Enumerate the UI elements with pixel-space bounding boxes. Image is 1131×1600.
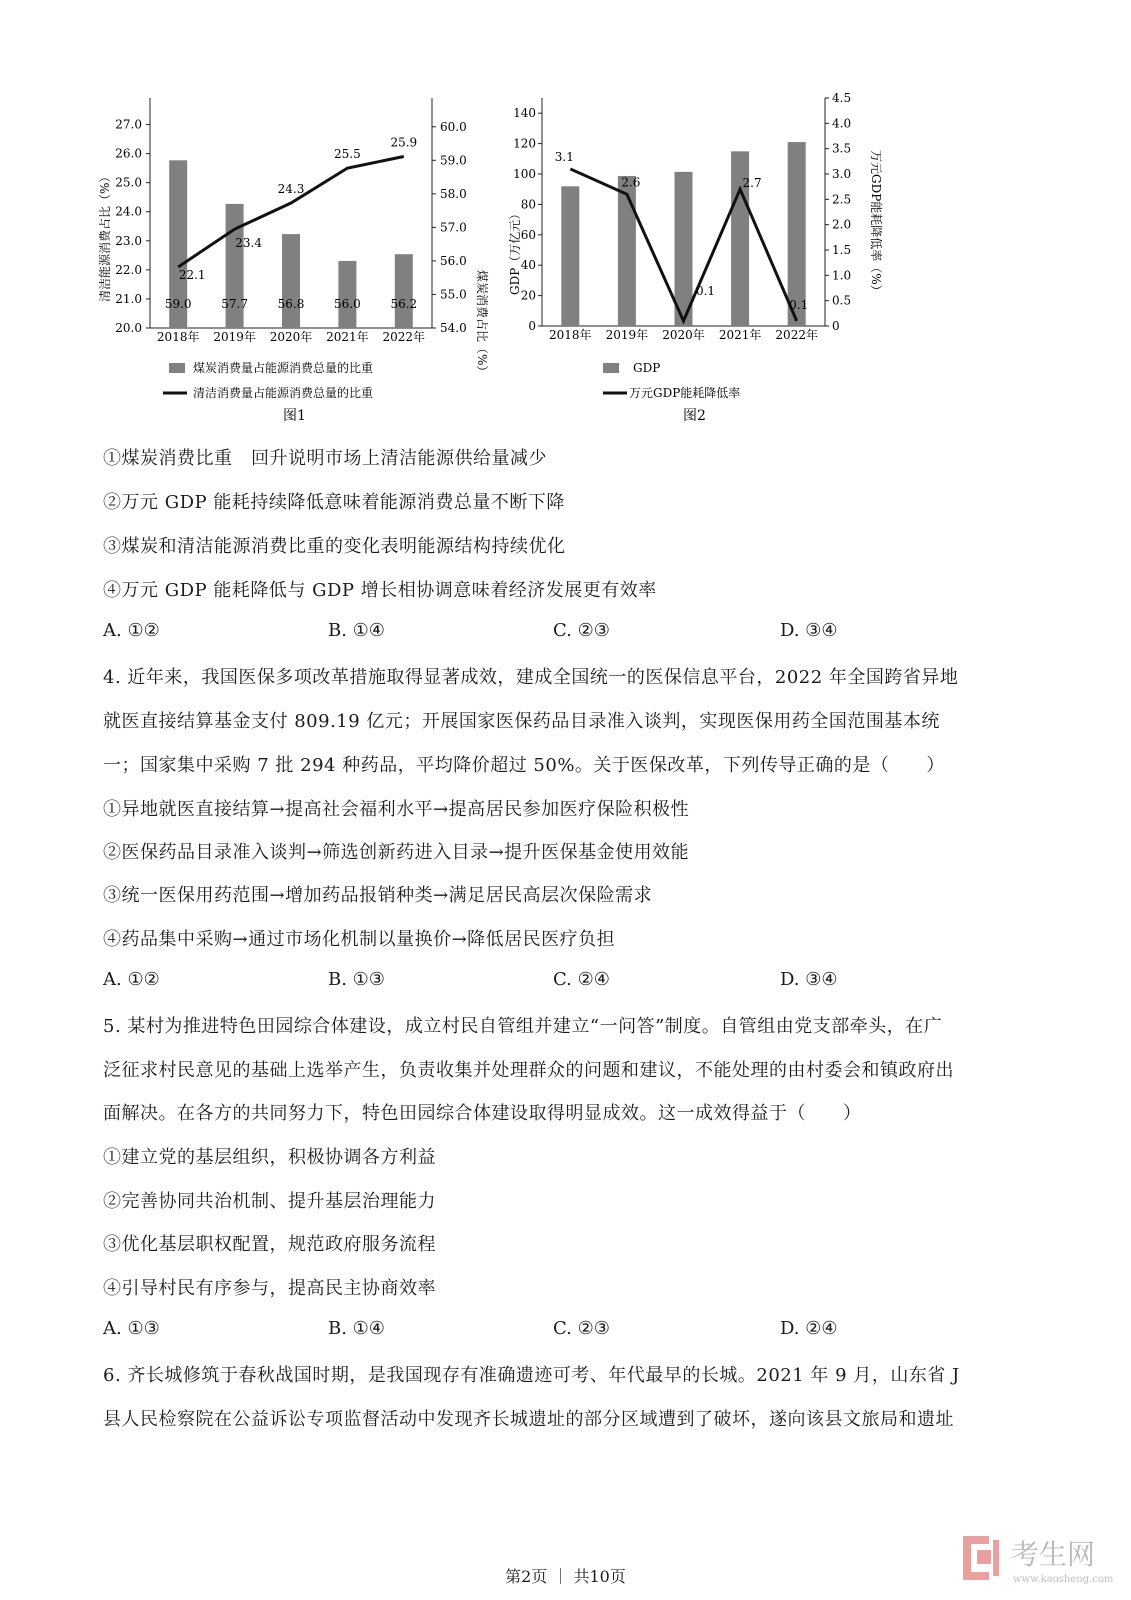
- figure1-legend-line-label: 清洁消费量占能源消费总量的比重: [193, 386, 374, 400]
- figure2-right-tick-label: 3.0: [832, 167, 852, 181]
- figure2-x-tick-label: 2022年: [775, 328, 818, 342]
- figure2-x-tick-label: 2020年: [662, 328, 705, 342]
- q4-stem-line-2: 就医直接结算基金支付 809.19 亿元；开展国家医保药品目录准入谈判，实现医保用药全国范围基本统: [103, 711, 940, 732]
- q4-option-a[interactable]: A. ①②: [103, 969, 160, 990]
- figure1-left-tick-label: 27.0: [115, 117, 142, 132]
- figure1-bar-label: 56.2: [390, 297, 418, 311]
- q3-option-c[interactable]: C. ②③: [553, 620, 610, 641]
- figure1-left-tick-label: 26.0: [115, 146, 142, 161]
- figure2-x-tick-label: 2018年: [549, 328, 592, 342]
- figure2-left-tick-label: 20: [520, 288, 536, 303]
- page-footer: 第2页 ｜ 共10页: [505, 1567, 626, 1586]
- figure1-left-tick-label: 21.0: [115, 291, 142, 306]
- q4-stem-line-1: 4. 近年来，我国医保多项改革措施取得显著成效，建成全国统一的医保信息平台，2022 年全国跨省异地: [103, 667, 959, 688]
- figure1-x-tick-label: 2019年: [213, 330, 256, 344]
- q5-item-4: ④引导村民有序参与，提高民主协商效率: [103, 1278, 436, 1299]
- figure2-caption: 图2: [683, 408, 706, 424]
- figure1-legend-bar-label: 煤炭消费量占能源消费总量的比重: [193, 361, 374, 375]
- figure1-right-tick-label: 59.0: [440, 153, 467, 168]
- figure1-right-tick-label: 55.0: [440, 287, 467, 302]
- figure2-chart: [505, 90, 885, 435]
- figure2-right-tick-label: 3.5: [832, 141, 852, 156]
- figure1-left-tick-label: 22.0: [115, 262, 142, 277]
- figure1-left-tick-label: 20.0: [115, 321, 142, 335]
- watermark-site: www.kaosheng.com: [1013, 1574, 1114, 1585]
- figure2-right-tick-label: 1.0: [832, 268, 852, 283]
- figure1-x-tick-label: 2020年: [269, 330, 313, 344]
- figure1-bar: [395, 254, 413, 328]
- figure1-legend-bar-swatch: [169, 363, 185, 373]
- q5-stem-line-1: 5. 某村为推进特色田园综合体建设，成立村民自管组并建立“一问答”制度。自管组由党支部牵头，在广: [103, 1016, 943, 1037]
- figure1-caption: 图1: [283, 408, 306, 424]
- figure2-legend-bar-label: GDP: [633, 361, 661, 375]
- figure1-left-tick-label: 23.0: [115, 233, 142, 248]
- figure1-line-label: 22.1: [178, 267, 206, 282]
- figure2-x-tick-label: 2021年: [718, 328, 762, 342]
- figure1-x-tick-label: 2018年: [156, 330, 200, 344]
- q6-stem-line-2: 县人民检察院在公益诉讼专项监督活动中发现齐长城遗址的部分区域遭到了破坏，遂向该县文旅局和遗址: [103, 1409, 954, 1430]
- figure1-line-label: 23.4: [235, 236, 262, 251]
- figure1-bar-label: 59.0: [164, 297, 192, 311]
- kaosheng-logo: [955, 1528, 1115, 1588]
- figure1-right-axis-label: 煤炭消费占比（%）: [475, 270, 489, 378]
- figure2-left-tick-label: 40: [520, 258, 536, 273]
- figure1-bar: [282, 234, 300, 328]
- figure1-bar-label: 56.0: [334, 297, 361, 311]
- q5-option-b[interactable]: B. ①④: [328, 1318, 385, 1339]
- figure2-left-tick-label: 80: [520, 197, 536, 212]
- q4-option-c[interactable]: C. ②④: [553, 969, 610, 990]
- figure2-line-label: 2.6: [621, 175, 641, 190]
- figure1-right-tick-label: 58.0: [440, 186, 467, 201]
- q4-stem-line-3: 一；国家集中采购 7 批 294 种药品，平均降价超过 50%。关于医保改革，下列传导正确的是（ ）: [103, 755, 945, 776]
- figure2-bar: [618, 176, 636, 326]
- figure1-right-tick-label: 56.0: [440, 253, 467, 268]
- figure1-left-tick-label: 25.0: [115, 175, 142, 190]
- q5-stem-line-3: 面解决。在各方的共同努力下，特色田园综合体建设取得明显成效。这一成效得益于（ ）: [103, 1103, 862, 1124]
- figure1-left-tick-label: 24.0: [115, 204, 142, 219]
- figure1-right-tick-label: 54.0: [440, 321, 467, 335]
- figure2-left-tick-label: 100: [513, 167, 536, 181]
- q3-option-a[interactable]: A. ①②: [103, 620, 160, 641]
- figure2-left-tick-label: 0: [528, 319, 536, 333]
- figure2-legend-bar-swatch: [603, 363, 619, 373]
- q5-option-c[interactable]: C. ②③: [553, 1318, 610, 1339]
- figure2-legend-line-label: 万元GDP能耗降低率: [629, 386, 741, 400]
- figure2-x-tick-label: 2019年: [605, 328, 649, 342]
- figure2-right-tick-label: 1.5: [832, 243, 852, 257]
- figure1-x-tick-label: 2021年: [326, 330, 369, 344]
- figure2-left-tick-label: 60: [520, 227, 536, 242]
- q5-option-d[interactable]: D. ②④: [780, 1318, 838, 1339]
- q6-stem-line-1: 6. 齐长城修筑于春秋战国时期，是我国现存有准确遗迹可考、年代最早的长城。2021 年 9 月，山东省 J: [103, 1365, 960, 1386]
- figure2-right-axis-label: 万元GDP能耗降低率（%）: [869, 150, 883, 297]
- q3-item-4: ④万元 GDP 能耗降低与 GDP 增长相协调意味着经济发展更有效率: [103, 580, 657, 601]
- q5-item-1: ①建立党的基层组织，积极协调各方利益: [103, 1147, 436, 1168]
- q3-option-b[interactable]: B. ①④: [328, 620, 385, 641]
- q5-stem-line-2: 泛征求村民意见的基础上选举产生，负责收集并处理群众的问题和建议，不能处理的由村委会和镇政府出: [103, 1060, 954, 1081]
- figure2-right-tick-label: 2.5: [832, 192, 852, 207]
- q4-item-4: ④药品集中采购→通过市场化机制以量换价→降低居民医疗负担: [103, 929, 616, 950]
- figure1-line-label: 25.5: [334, 147, 361, 162]
- q4-option-d[interactable]: D. ③④: [780, 969, 838, 990]
- figure2-left-tick-label: 120: [513, 136, 536, 151]
- figure1-line-label: 24.3: [277, 182, 305, 197]
- figure1-x-tick-label: 2022年: [382, 330, 426, 344]
- q4-item-2: ②医保药品目录准入谈判→筛选创新药进入目录→提升医保基金使用效能: [103, 842, 690, 863]
- figure2-line-label: 0.1: [695, 283, 716, 298]
- figure1-right-tick-label: 60.0: [440, 119, 467, 134]
- q4-item-1: ①异地就医直接结算→提高社会福利水平→提高居民参加医疗保险积极性: [103, 799, 690, 820]
- q3-option-d[interactable]: D. ③④: [780, 620, 838, 641]
- figure1-bar-label: 56.8: [277, 297, 305, 311]
- figure2-line-label: 3.1: [554, 149, 574, 164]
- figure1-left-axis-label: 清洁能源消费占比（%）: [98, 170, 112, 302]
- figure1-right-tick-label: 57.0: [440, 220, 467, 235]
- figure1-chart: [95, 90, 489, 435]
- figure2-line-label: 2.7: [742, 176, 762, 191]
- q3-item-2: ②万元 GDP 能耗持续降低意味着能源消费总量不断下降: [103, 492, 565, 513]
- q4-item-3: ③统一医保用药范围→增加药品报销种类→满足居民高层次保险需求: [103, 885, 653, 906]
- figure1-line-label: 25.9: [390, 135, 418, 150]
- q5-item-3: ③优化基层职权配置，规范政府服务流程: [103, 1234, 436, 1255]
- figure2-right-tick-label: 0: [832, 319, 840, 333]
- figure2-right-tick-label: 4.0: [832, 116, 852, 131]
- q5-option-a[interactable]: A. ①③: [103, 1318, 160, 1339]
- figure1-bar-label: 57.7: [221, 297, 248, 311]
- watermark-name: 考生网: [1011, 1538, 1096, 1571]
- figure2-right-tick-label: 0.5: [832, 293, 852, 308]
- figure1-bar: [338, 261, 356, 328]
- figure2-right-tick-label: 4.5: [832, 91, 852, 105]
- q3-item-3: ③煤炭和清洁能源消费比重的变化表明能源结构持续优化: [103, 536, 566, 557]
- figure2-right-tick-label: 2.0: [832, 217, 852, 232]
- figure2-left-tick-label: 140: [513, 106, 536, 121]
- q5-item-2: ②完善协同共治机制、提升基层治理能力: [103, 1191, 436, 1212]
- figure2-bar: [561, 186, 579, 326]
- figure2-left-axis-label: GDP（万亿元）: [508, 207, 522, 295]
- figure2-line-label: 0.1: [789, 297, 809, 312]
- q4-option-b[interactable]: B. ①③: [328, 969, 385, 990]
- q3-item-1: ①煤炭消费比重 回升说明市场上清洁能源供给量减少: [103, 448, 547, 469]
